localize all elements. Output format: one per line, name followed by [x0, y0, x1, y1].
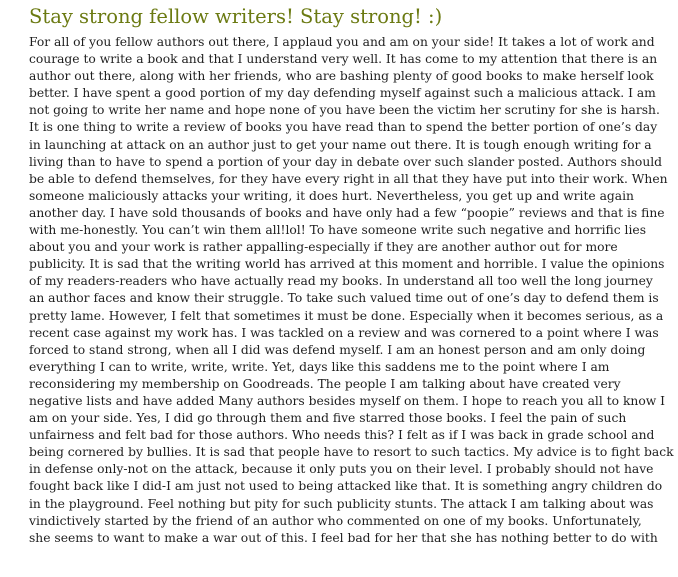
- body-line: not going to write her name and hope none of you have been the victim her scrutiny for she is harsh.: [29, 103, 660, 118]
- body-line: in defense only-not on the attack, because it only puts you on their level. I probably should not have: [29, 462, 654, 477]
- body-line: pretty lame. However, I felt that sometimes it must be done. Especially when it becomes serious, as a: [29, 308, 664, 323]
- body-line: another day. I have sold thousands of books and have only had a few “poopie” reviews and that is fine: [29, 205, 665, 220]
- post-body: [29, 34, 674, 547]
- body-line: courage to write a book and that I understand very well. It has come to my attention that there is an: [29, 52, 658, 67]
- body-line: someone maliciously attacks your writing, it does hurt. Nevertheless, you get up and write again: [29, 188, 634, 203]
- body-line: with me-honestly. You can’t win them all!lol! To have someone write such negative and horrific lies: [29, 223, 647, 238]
- body-line: am on your side. Yes, I did go through them and five starred those books. I feel the pain of such: [29, 411, 627, 426]
- body-line: unfairness and felt bad for those authors. Who needs this? I felt as if I was back in grade school and: [29, 428, 655, 443]
- body-line: an author faces and know their struggle. To take such valued time out of one’s day to defend them is: [29, 291, 659, 306]
- body-line: better. I have spent a good portion of my day defending myself against such a malicious attack. I am: [29, 86, 656, 101]
- body-line: recent case against my work has. I was tackled on a review and was cornered to a point where I was: [29, 325, 659, 340]
- body-line: be able to defend themselves, for they have every right in all that they have put into their work. When: [29, 171, 668, 186]
- body-line: publicity. It is sad that the writing world has arrived at this moment and horrible. I value the opinions: [29, 257, 665, 272]
- body-line: fought back like I did-I am just not used to being attacked like that. It is something angry children do: [29, 479, 663, 494]
- body-line: It is one thing to write a review of books you have read than to spend the better portion of one’s day: [29, 120, 658, 135]
- body-line: author out there, along with her friends, who are bashing plenty of good books to make herself look: [29, 69, 654, 84]
- body-line: negative lists and have added Many authors besides myself on them. I hope to reach you all to know I: [29, 393, 666, 408]
- body-line: she seems to want to make a war out of this. I feel bad for her that she has nothing better to do with: [29, 530, 658, 545]
- body-line: living than to have to spend a portion of your day in debate over such slander posted. Authors should: [29, 154, 663, 169]
- body-line: vindictively started by the friend of an author who commented on one of my books. Unfortunately,: [29, 513, 642, 528]
- body-line: in the playground. Feel nothing but pity for such publicity stunts. The attack I am talking about was: [29, 496, 654, 511]
- blog-post: [29, 0, 674, 547]
- body-line: of my readers-readers who have actually read my books. In understand all too well the long journey: [29, 274, 653, 289]
- body-line: reconsidering my membership on Goodreads. The people I am talking about have created very: [29, 376, 621, 391]
- body-line: about you and your work is rather appalling-especially if they are another author out for more: [29, 240, 618, 255]
- body-line: everything I can to write, write, write. Yet, days like this saddens me to the point where I am: [29, 359, 610, 374]
- body-line: being cornered by bullies. It is sad that people have to resort to such tactics. My advice is to fight back: [29, 445, 674, 460]
- post-title: Stay strong fellow writers! Stay strong! :): [29, 5, 443, 28]
- body-line: forced to stand strong, when all I did was defend myself. I am an honest person and am only doing: [29, 342, 646, 357]
- body-line: For all of you fellow authors out there, I applaud you and am on your side! It takes a lot of work and: [29, 35, 655, 49]
- body-line: in launching at attack on an author just to get your name out there. It is tough enough writing for a: [29, 137, 652, 152]
